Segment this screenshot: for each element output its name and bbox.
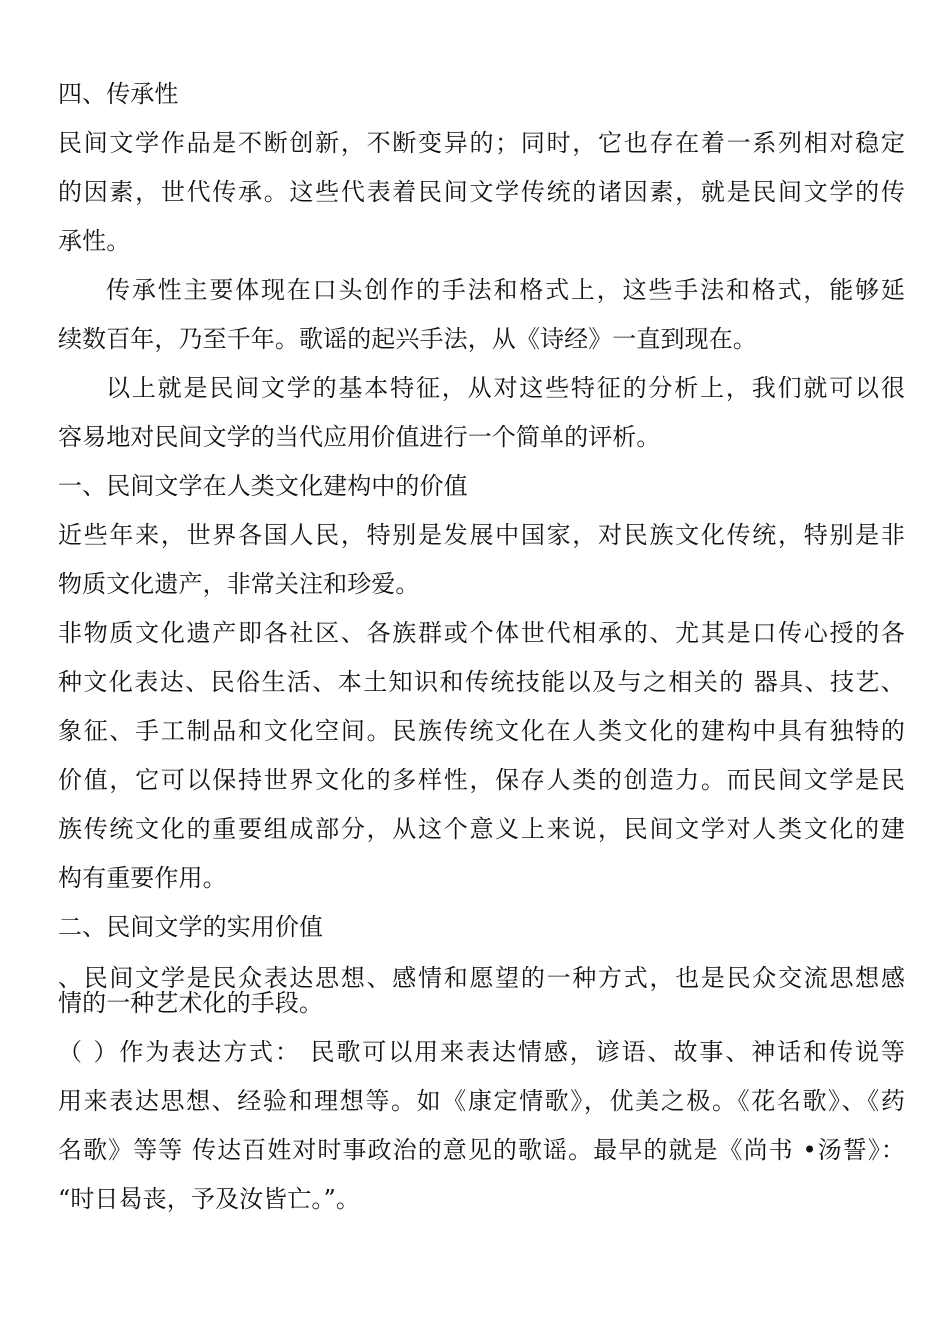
document-page <box>58 70 905 1224</box>
paragraph-line: 构有重要作用。 <box>58 864 227 892</box>
paragraph-line: 象征、手工制品和文化空间。民族传统文化在人类文化的建构中具有独特的 <box>58 717 905 745</box>
paragraph-line: 名歌》等等 传达百姓对时事政治的意见的歌谣。最早的就是《尚书 •汤誓》： <box>58 1136 905 1164</box>
paragraph-line: 承性。 <box>58 227 131 255</box>
paragraph-line: “时日曷丧，予及汝皆亡。”。 <box>58 1185 360 1213</box>
section-heading-practical-value: 二、民间文学的实用价值 <box>58 913 324 941</box>
paragraph-line: 续数百年，乃至千年。歌谣的起兴手法，从《诗经》一直到现在。 <box>58 325 757 353</box>
paragraph-line: 价值，它可以保持世界文化的多样性，保存人类的创造力。而民间文学是民 <box>58 766 905 794</box>
paragraph-line: 、民间文学是民众表达思想、感情和愿望的一种方式，也是民众交流思想感 <box>58 964 905 992</box>
paragraph-line: 种文化表达、民俗生活、本土知识和传统技能以及与之相关的 器具、技艺、 <box>58 668 905 696</box>
paragraph-line: 非物质文化遗产即各社区、各族群或个体世代相承的、尤其是口传心授的各 <box>58 619 905 647</box>
paragraph-line: 传承性主要体现在口头创作的手法和格式上，这些手法和格式，能够延 <box>106 276 905 304</box>
paragraph-line: 物质文化遗产，非常关注和珍爱。 <box>58 570 420 598</box>
paragraph-line: 情的一种艺术化的手段。 <box>58 989 324 1017</box>
section-heading-cultural-value: 一、民间文学在人类文化建构中的价值 <box>58 472 468 500</box>
section-heading-inheritance: 四、传承性 <box>58 80 179 108</box>
paragraph-line: 的因素，世代传承。这些代表着民间文学传统的诸因素，就是民间文学的传 <box>58 178 905 206</box>
paragraph-line: 用来表达思想、经验和理想等。如《康定情歌》，优美之极。《花名歌》、《药 <box>58 1087 905 1115</box>
paragraph-line: 容易地对民间文学的当代应用价值进行一个简单的评析。 <box>58 423 661 451</box>
paragraph-line: （ ）作为表达方式： 民歌可以用来表达情感，谚语、故事、神话和传说等 <box>58 1038 905 1066</box>
paragraph-line: 民间文学作品是不断创新，不断变异的；同时，它也存在着一系列相对稳定 <box>58 129 905 157</box>
paragraph-line: 近些年来，世界各国人民，特别是发展中国家，对民族文化传统，特别是非 <box>58 521 905 549</box>
paragraph-line: 以上就是民间文学的基本特征，从对这些特征的分析上，我们就可以很 <box>106 374 905 402</box>
paragraph-line: 族传统文化的重要组成部分，从这个意义上来说，民间文学对人类文化的建 <box>58 815 905 843</box>
